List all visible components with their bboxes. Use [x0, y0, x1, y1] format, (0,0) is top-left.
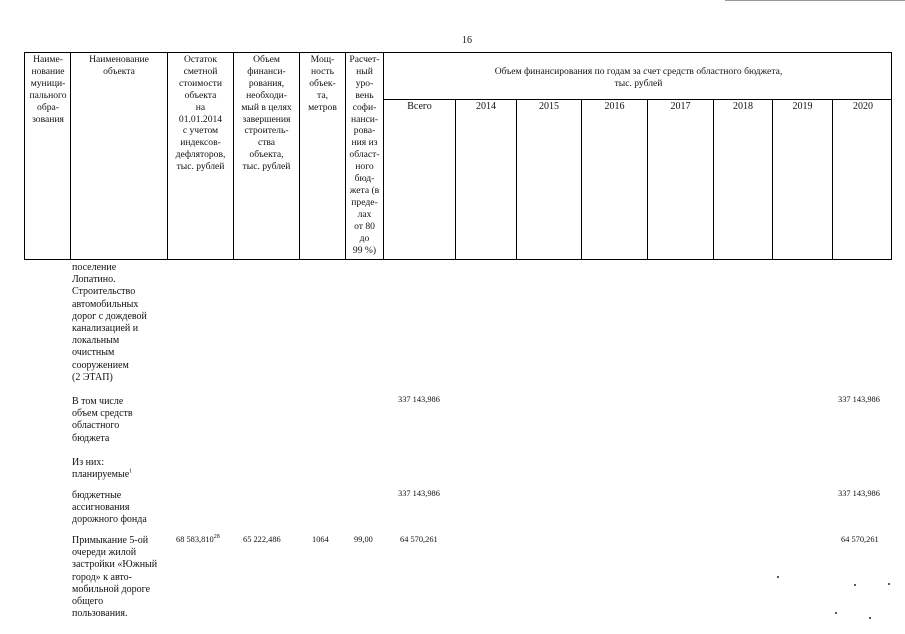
scan-speck — [888, 583, 890, 585]
next-total-value: 64 570,261 — [400, 535, 438, 544]
header-year: 2020 — [853, 101, 873, 112]
col-divider — [832, 99, 833, 259]
col-divider — [772, 99, 773, 259]
scan-speck — [777, 576, 779, 578]
of-which-label: Из них: планируемые$^1$ — [72, 457, 133, 481]
header-year: 2014 — [476, 101, 496, 112]
header-year: 2015 — [539, 101, 559, 112]
footnote-mark: 28 — [213, 534, 220, 541]
road-fund-label: бюджетные ассигнования дорожного фонда — [72, 490, 147, 526]
header-remaining-cost: Остаток сметной стоимости объекта на 01.01.2014 с учетом индексов- дефляторов, тыс. рублей — [175, 54, 226, 173]
header-municipality: Наиме- нование муници- пального обра- зования — [29, 54, 67, 125]
header-total: Всего — [407, 101, 432, 112]
header-object-name: Наименование объекта — [89, 54, 149, 77]
header-year: 2016 — [604, 101, 625, 112]
next-object-name: Примыкание 5-ой очереди жилой застройки «Южный город» к авто- мобильной дороге общего пользования. — [72, 535, 158, 620]
scan-speck — [869, 617, 871, 619]
header-year: 2017 — [670, 101, 691, 112]
header-cofinancing-level: Расчет- ный уро- вень софи- нанси- рова- ния из област- ного бюд- жета (в преде- лах от 80 до 99 %) — [349, 54, 380, 256]
including-total-value: 337 143,986 — [398, 395, 440, 404]
col-divider — [455, 99, 456, 259]
next-2020-value: 64 570,261 — [841, 535, 879, 544]
road-fund-total-value: 337 143,986 — [398, 489, 440, 498]
next-financing-volume: 65 222,486 — [243, 535, 281, 544]
group-divider — [383, 99, 891, 100]
col-divider — [581, 99, 582, 259]
including-2020-value: 337 143,986 — [838, 395, 880, 404]
header-year: 2018 — [733, 101, 753, 112]
col-divider — [647, 99, 648, 259]
road-fund-2020-value: 337 143,986 — [838, 489, 880, 498]
scan-speck — [854, 584, 856, 586]
next-remaining-cost: 68 583,810$^{28}$ — [176, 534, 220, 544]
footnote-mark: 1 — [129, 468, 133, 475]
header-group-title: Объем финансирования по годам за счет средств областного бюджета, тыс. рублей — [494, 66, 783, 89]
col-divider — [516, 99, 517, 259]
col-divider — [713, 99, 714, 259]
next-capacity: 1064 — [312, 535, 329, 544]
page-number: 16 — [462, 35, 472, 46]
object-name-continued: поселение Лопатино. Строительство автомобильных дорог с дождевой канализацией и локальным очистным сооружением (2 ЭТАП) — [72, 262, 147, 383]
next-cofinancing-level: 99,00 — [354, 535, 373, 544]
header-capacity: Мощ- ность объек- та, метров — [308, 54, 337, 113]
top-rule — [725, 0, 905, 1]
col-divider — [70, 53, 71, 259]
header-financing-volume: Объем финанси- рования, необходи- мый в целях завершения строитель- ства объекта, тыс. рублей — [241, 54, 292, 173]
header-year: 2019 — [792, 101, 813, 112]
table-header — [24, 52, 892, 260]
including-regional-label: В том числе объем средств областного бюджета — [72, 396, 133, 444]
scan-speck — [835, 612, 837, 614]
